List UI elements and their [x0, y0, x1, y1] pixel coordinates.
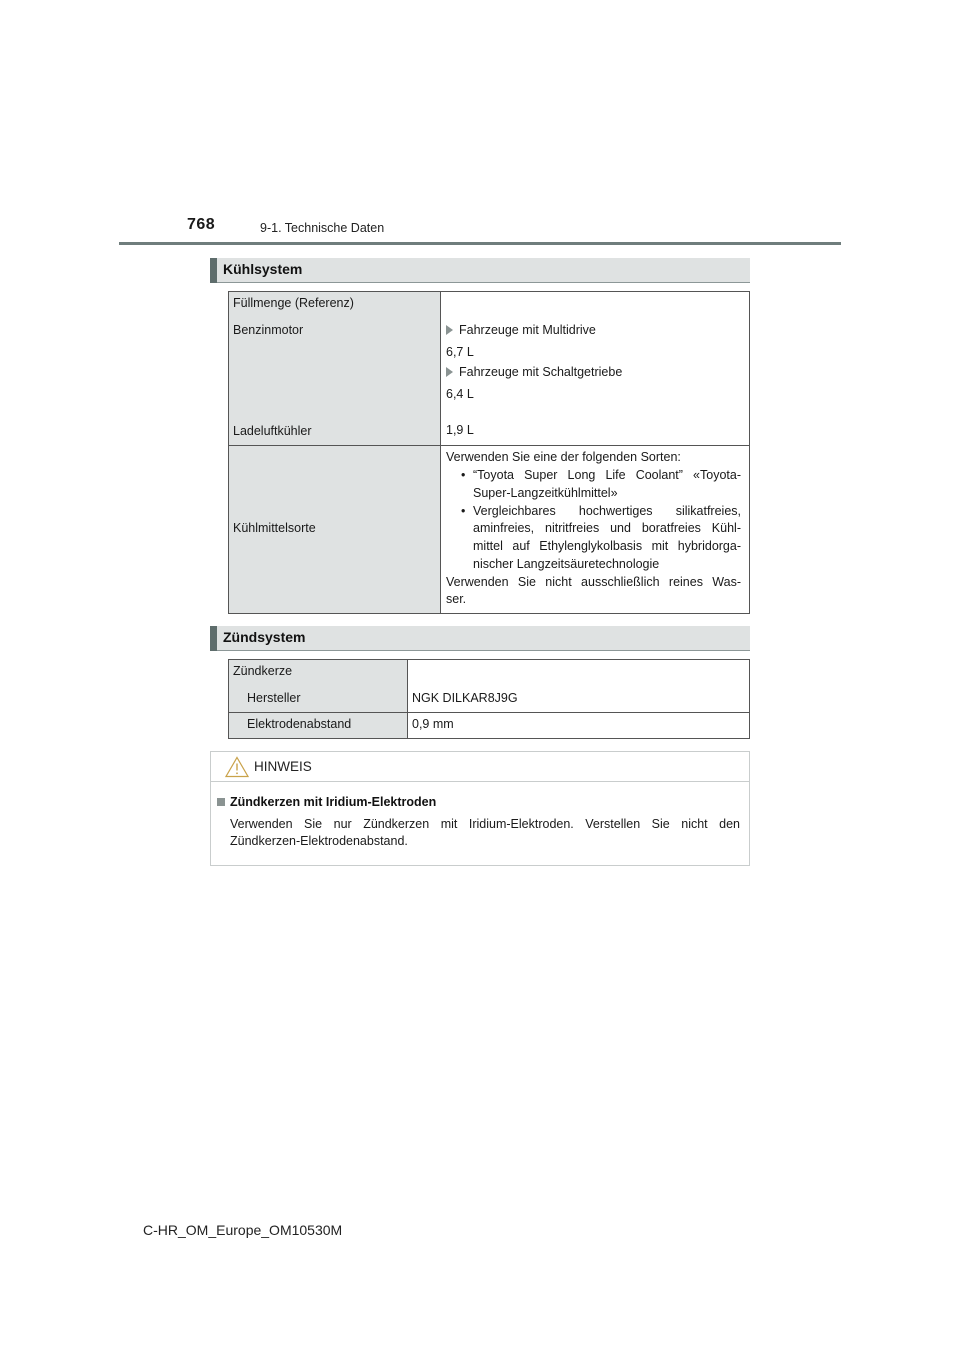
manual-row [446, 365, 622, 379]
manual-value: 6,4 L [446, 387, 474, 401]
footer-document-id: C-HR_OM_Europe_OM10530M [143, 1222, 343, 1238]
bullet2-line3: mittel auf Ethylenglykolbasis mit hybridorga- [473, 539, 741, 553]
coolant-note-line1: Verwenden Sie nicht ausschließlich reines Was- [446, 575, 741, 589]
bullet-dot: • [461, 504, 466, 518]
notice-header [211, 752, 749, 782]
notice-subtitle: Zündkerzen mit Iridium-Elektroden [230, 795, 437, 809]
coolant-intro: Verwenden Sie eine der folgenden Sorten: [446, 450, 681, 464]
table-row [229, 446, 750, 614]
gap-value: 0,9 mm [412, 717, 454, 731]
bullet1-line2: Super-Langzeitkühlmittel» [473, 486, 618, 500]
gap-label-cell [229, 713, 408, 739]
multidrive-label: Fahrzeuge mit Multidrive [459, 323, 596, 337]
coolant-label: Kühlmittelsorte [233, 521, 316, 535]
manufacturer-value-cell [408, 660, 750, 713]
bullet-dot: • [461, 468, 466, 482]
manufacturer-label: Hersteller [247, 691, 301, 705]
notice-box [210, 751, 750, 866]
capacity-label-cell [229, 292, 441, 446]
plug-label-cell [229, 660, 408, 713]
notice-header-text: HINWEIS [254, 759, 312, 774]
notice-body-line2: Zündkerzen-Elektrodenabstand. [230, 834, 408, 848]
notice-body-line1: Verwenden Sie nur Zündkerzen mit Iridium-Elektroden. Verstellen Sie nicht den [230, 817, 740, 831]
bullet1-line1: “Toyota Super Long Life Coolant” «Toyota- [473, 468, 741, 482]
page-number: 768 [187, 216, 216, 233]
manual-label: Fahrzeuge mit Schaltgetriebe [459, 365, 623, 379]
section-title: 9-1. Technische Daten [260, 221, 385, 235]
coolant-value-cell [441, 446, 750, 614]
ignition-section-heading [210, 626, 750, 651]
manufacturer-value: NGK DILKAR8J9G [412, 691, 518, 705]
multidrive-value: 6,7 L [446, 345, 474, 359]
petrol-engine-label: Benzinmotor [233, 323, 304, 337]
square-bullet-icon [217, 798, 225, 806]
header-rule [119, 242, 841, 245]
plug-label: Zündkerze [233, 664, 293, 678]
bullet2-line4: nischer Langzeitsäuretechnologie [473, 557, 660, 571]
notice-body [230, 816, 740, 850]
heading-bar [210, 626, 217, 651]
capacity-value-cell [441, 292, 750, 446]
cooling-section-title: Kühlsystem [223, 261, 303, 277]
triangle-bullet-icon [446, 367, 453, 377]
cooling-section-heading [210, 258, 750, 283]
coolant-label-cell [229, 446, 441, 614]
gap-label: Elektrodenabstand [247, 717, 352, 731]
intercooler-label: Ladeluftkühler [233, 424, 312, 438]
cooling-spec-table [228, 291, 750, 614]
warning-icon [225, 756, 249, 778]
gap-value-cell [408, 713, 750, 739]
bullet2-line1: Vergleichbares hochwertiges silikatfreies, [473, 504, 741, 518]
table-row [229, 292, 750, 446]
bullet2-line2: aminfreies, nitritfreies und boratfreies Kühl- [473, 521, 741, 535]
triangle-bullet-icon [446, 325, 453, 335]
heading-bar [210, 258, 217, 283]
table-row [229, 713, 750, 739]
multidrive-row [446, 323, 596, 337]
ignition-section-title: Zündsystem [223, 629, 306, 645]
ignition-spec-table [228, 659, 750, 739]
coolant-note-line2: ser. [446, 592, 467, 606]
capacity-label: Füllmenge (Referenz) [233, 296, 354, 310]
intercooler-value: 1,9 L [446, 423, 474, 437]
table-row [229, 660, 750, 713]
